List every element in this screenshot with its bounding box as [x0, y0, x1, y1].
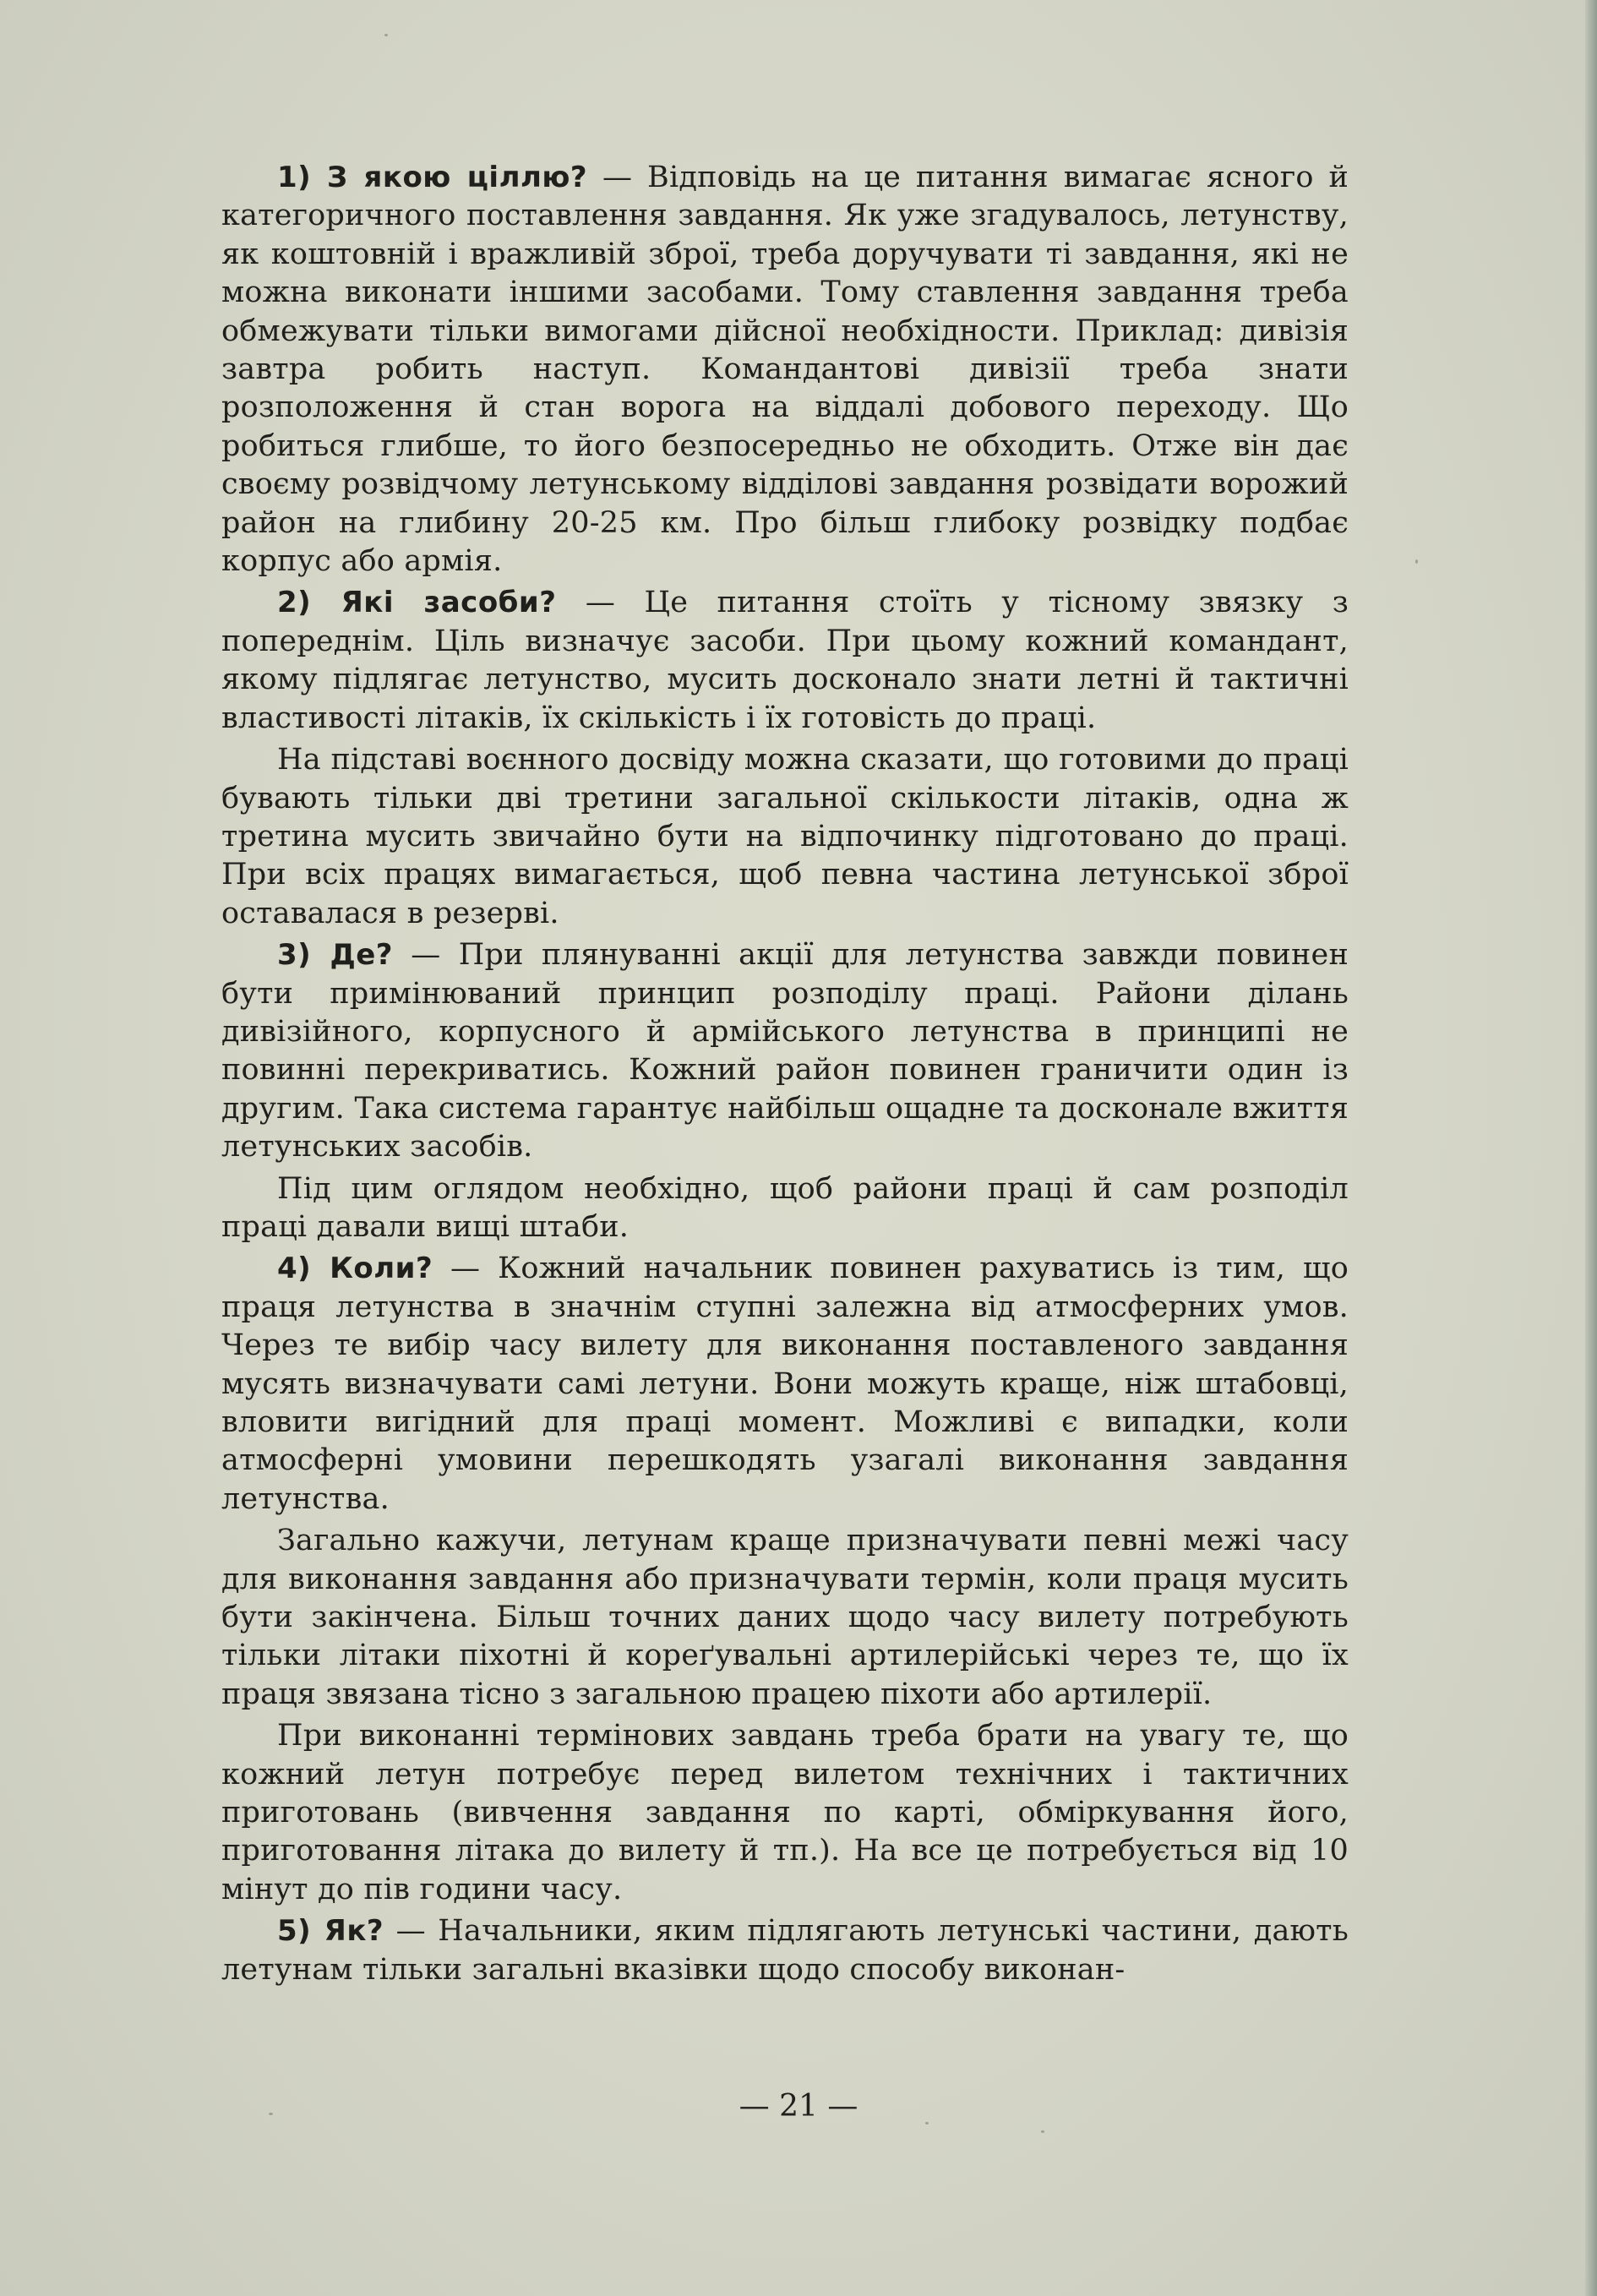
paragraph-4 [221, 936, 1349, 1166]
paragraph-text: — Відповідь на це питання вимагає ясного й категоричного поставлення завдання. Як уже згадувалось, летунству, як коштовній і вражливій зброї, треба доручувати ті завдання, які не можна виконати іншими засобами. Тому ставлення завдання треба обмежувати тільки вимогами дійсної необхідности. Приклад: дивізія завтра робить наступ. Командантові дивізії треба знати розположення й стан ворога на віддалі добового переходу. Що робиться глибше, то його безпосередньо не обходить. Отже він дає своєму розвідчому летунському відділові завдання розвідати ворожий район на глибину 20-25 км. Про більш глибоку розвідку подбає корпус або армія. [221, 161, 1349, 579]
page-number: — 21 — [739, 2089, 858, 2124]
page-edge-shadow [1585, 0, 1597, 2296]
section-heading: 3) Де? [277, 938, 394, 973]
body-text [221, 159, 1349, 1993]
paragraph-3 [221, 741, 1349, 933]
paragraph-9 [221, 1912, 1349, 1989]
paragraph-text: — Це питання стоїть у тісному звязку з попереднім. Ціль визначує засоби. При цьому кожний командант, якому підлягає летунство, мусить досконало знати летні й тактичні властивості літаків, їх скількість і їх готовість до праці. [221, 586, 1349, 735]
paragraph-5 [221, 1170, 1349, 1247]
paragraph-1 [221, 159, 1349, 581]
paragraph-text: При виконанні термінових завдань треба брати на увагу те, що кожний летун потребує перед вилетом технічних і тактичних приготовань (вивчення завдання по карті, обміркування його, приготовання літака до вилету й тп.). На все це потребується від 10 мінут до пів години часу. [221, 1719, 1349, 1906]
paragraph-7 [221, 1522, 1349, 1714]
scan-speck [384, 34, 388, 36]
paragraph-2 [221, 584, 1349, 738]
paragraph-text: На підставі воєнного досвіду можна сказати, що готовими до праці бувають тільки дві третини загальної скількости літаків, одна ж третина мусить звичайно бути на відпочинку підготовано до праці. При всіх працях вимагається, щоб певна частина летунської зброї оставалася в резерві. [221, 743, 1349, 930]
scan-speck [1415, 559, 1418, 564]
paragraph-text: Загально кажучи, летунам краще призначувати певні межі часу для виконання завдання або призначувати термін, коли праця мусить бути закінчена. Більш точних даних щодо часу вилету потребують тільки літаки піхотні й кореґувальні артилерійські через те, що їх праця звязана тісно з загальною працею піхоти або артилерії. [221, 1524, 1349, 1711]
paragraph-8 [221, 1717, 1349, 1909]
section-heading: 2) Які засоби? [277, 586, 557, 620]
paragraph-text: — При плянуванні акції для летунства завжди повинен бути примінюваний принцип розподілу праці. Райони ділань дивізійного, корпусного й армійського летунства в принципі не повинні перекриватись. Кожний район повинен граничити один із другим. Така система гарантує найбільш ощадне та досконале вжиття летунських засобів. [221, 938, 1349, 1164]
paragraph-text: Під цим оглядом необхідно, щоб райони праці й сам розподіл праці давали вищі штаби. [221, 1171, 1349, 1244]
section-heading: 4) Коли? [277, 1252, 433, 1286]
paragraph-text: — Кожний начальник повинен рахуватись із тим, що праця летунства в значнім ступні залежна від атмосферних умов. Через те вибір часу вилету для виконання поставленого завдання мусять визначувати самі летуни. Вони можуть краще, ніж штабовці, вловити вигідний для праці момент. Можливі є випадки, коли атмосферні умовини перешкодять узагалі виконання завдання летунства. [221, 1252, 1349, 1516]
section-heading: 5) Як? [277, 1914, 384, 1949]
section-heading: 1) З якою ціллю? [277, 161, 588, 194]
scan-speck [1041, 2130, 1044, 2133]
paragraph-text: — Начальники, яким підлягають летунські частини, дають летунам тільки загальні вказівки щодо способу виконан- [221, 1914, 1349, 1987]
paragraph-6 [221, 1250, 1349, 1519]
